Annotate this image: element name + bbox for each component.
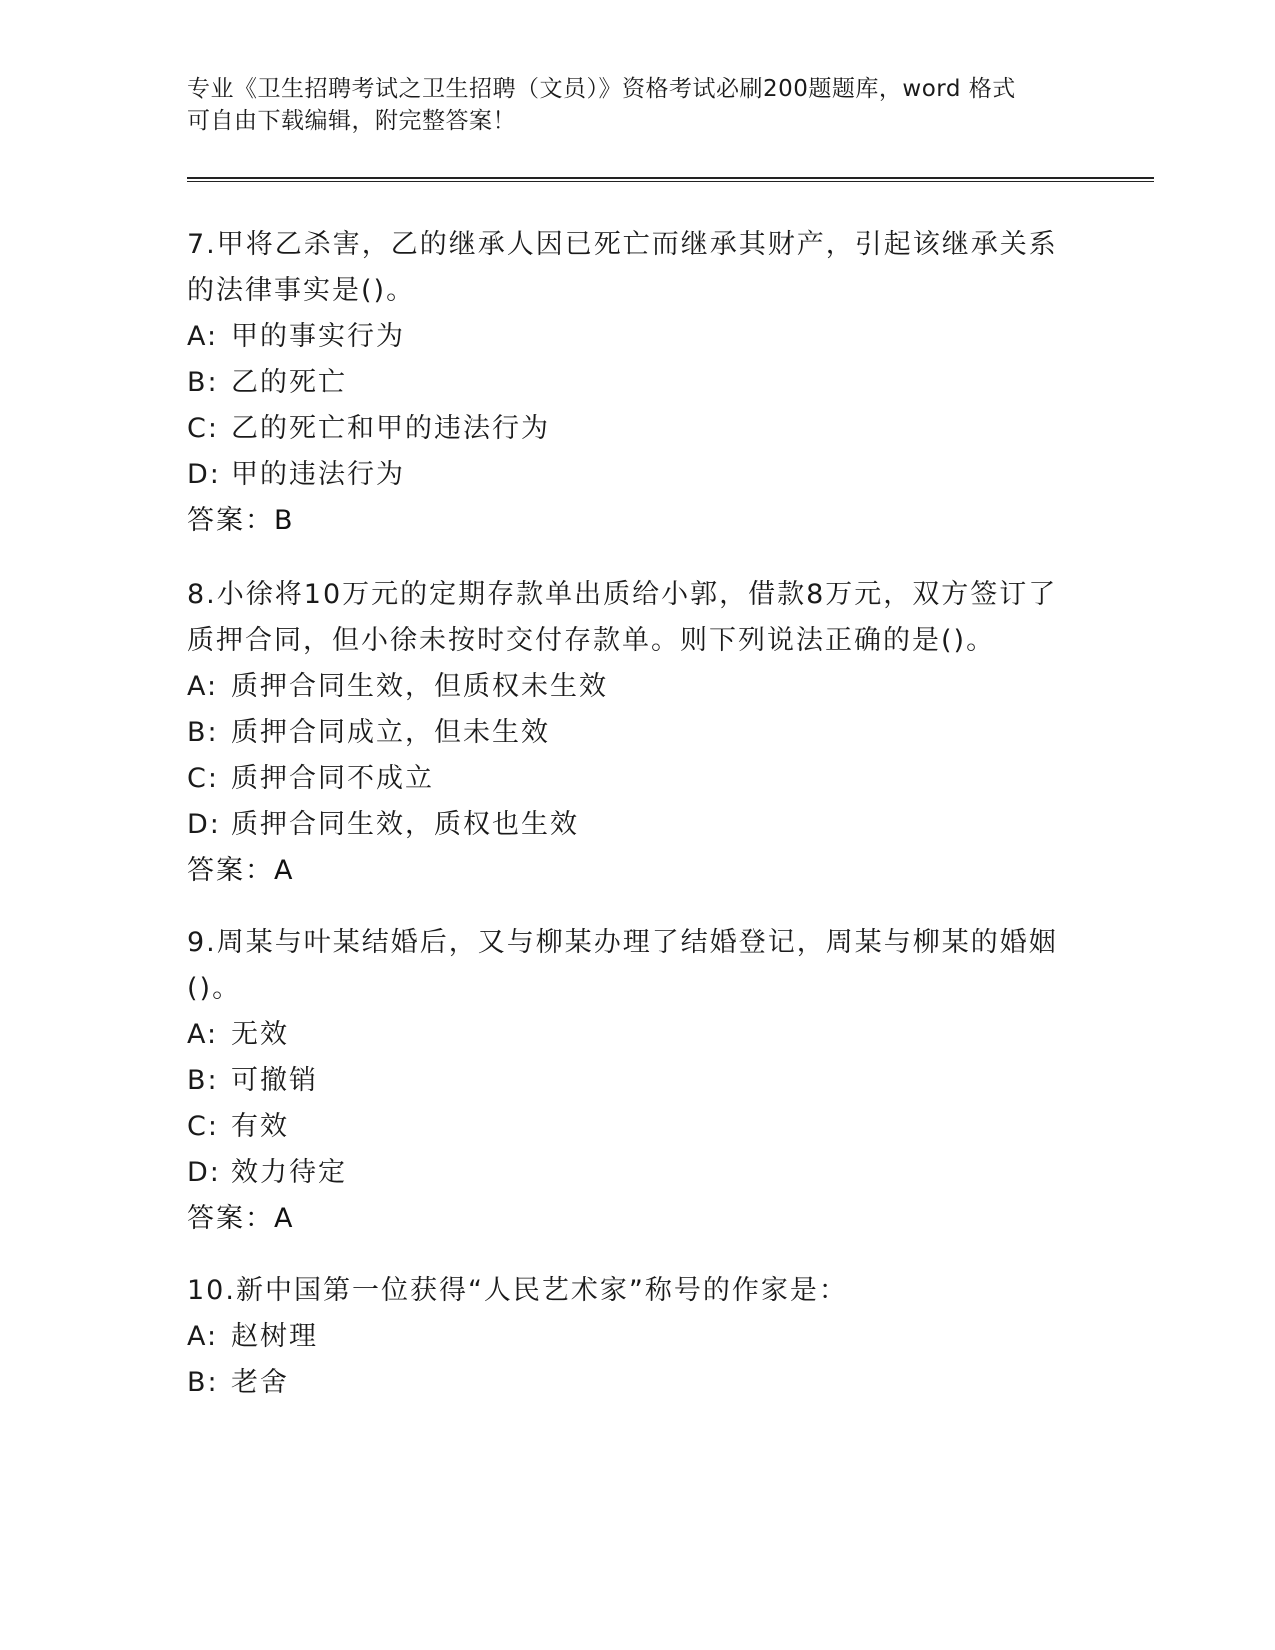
- option-text: 可撤销: [231, 1065, 318, 1096]
- option-letter: C:: [187, 1111, 219, 1142]
- option-letter: C:: [187, 763, 219, 794]
- option-letter: C:: [187, 413, 219, 444]
- question-stem: 10.新中国第一位获得“人民艺术家”称号的作家是：: [187, 1275, 848, 1306]
- option-letter: B:: [187, 717, 219, 748]
- option-text: 老舍: [231, 1367, 289, 1398]
- option-d: [187, 1150, 1087, 1196]
- option-c: [187, 406, 1087, 452]
- question-7: [187, 222, 1087, 544]
- option-a: [187, 1012, 1087, 1058]
- question-stem-continued: 质押合同，但小徐未按时交付存款单。则下列说法正确的是()。: [187, 625, 996, 656]
- option-text: 甲的事实行为: [231, 321, 405, 352]
- option-d: [187, 802, 1087, 848]
- option-c: [187, 1104, 1087, 1150]
- option-text: 质押合同不成立: [231, 763, 434, 794]
- option-text: 甲的违法行为: [231, 459, 405, 490]
- answer-line: 答案：B: [187, 505, 295, 536]
- option-letter: A:: [187, 1019, 219, 1050]
- option-text: 有效: [231, 1111, 289, 1142]
- answer-line: 答案：A: [187, 855, 295, 886]
- option-b: [187, 710, 1087, 756]
- question-stem: 9.周某与叶某结婚后，又与柳某办理了结婚登记，周某与柳某的婚姻: [187, 927, 1058, 958]
- option-d: [187, 452, 1087, 498]
- header-title-line-1: 专业《卫生招聘考试之卫生招聘（文员）》资格考试必刷200题题库，word 格式: [187, 76, 1016, 102]
- option-text: 质押合同成立，但未生效: [231, 717, 550, 748]
- answer-line: 答案：A: [187, 1203, 295, 1234]
- option-letter: D:: [187, 809, 221, 840]
- option-text: 质押合同生效，质权也生效: [231, 809, 579, 840]
- header-title-line-2: 可自由下载编辑，附完整答案！: [187, 108, 516, 134]
- option-text: 乙的死亡: [231, 367, 347, 398]
- document-header: [187, 73, 1067, 137]
- question-10: [187, 1268, 1087, 1406]
- option-letter: A:: [187, 671, 219, 702]
- header-divider: [187, 177, 1154, 182]
- option-a: [187, 1314, 1087, 1360]
- option-a: [187, 664, 1087, 710]
- option-text: 赵树理: [231, 1321, 318, 1352]
- question-stem-continued: ()。: [187, 973, 242, 1004]
- question-stem: 7.甲将乙杀害，乙的继承人因已死亡而继承其财产，引起该继承关系: [187, 229, 1058, 260]
- option-text: 效力待定: [231, 1157, 347, 1188]
- option-letter: D:: [187, 459, 221, 490]
- question-9: [187, 920, 1087, 1242]
- option-letter: A:: [187, 321, 219, 352]
- option-b: [187, 1360, 1087, 1406]
- option-a: [187, 314, 1087, 360]
- question-8: [187, 572, 1087, 894]
- option-letter: B:: [187, 1065, 219, 1096]
- option-text: 质押合同生效，但质权未生效: [231, 671, 608, 702]
- option-c: [187, 756, 1087, 802]
- option-text: 无效: [231, 1019, 289, 1050]
- option-b: [187, 1058, 1087, 1104]
- option-letter: B:: [187, 367, 219, 398]
- option-b: [187, 360, 1087, 406]
- question-stem-continued: 的法律事实是()。: [187, 275, 416, 306]
- option-letter: D:: [187, 1157, 221, 1188]
- option-letter: A:: [187, 1321, 219, 1352]
- option-letter: B:: [187, 1367, 219, 1398]
- question-stem: 8.小徐将10万元的定期存款单出质给小郭，借款8万元，双方签订了: [187, 579, 1058, 610]
- option-text: 乙的死亡和甲的违法行为: [231, 413, 550, 444]
